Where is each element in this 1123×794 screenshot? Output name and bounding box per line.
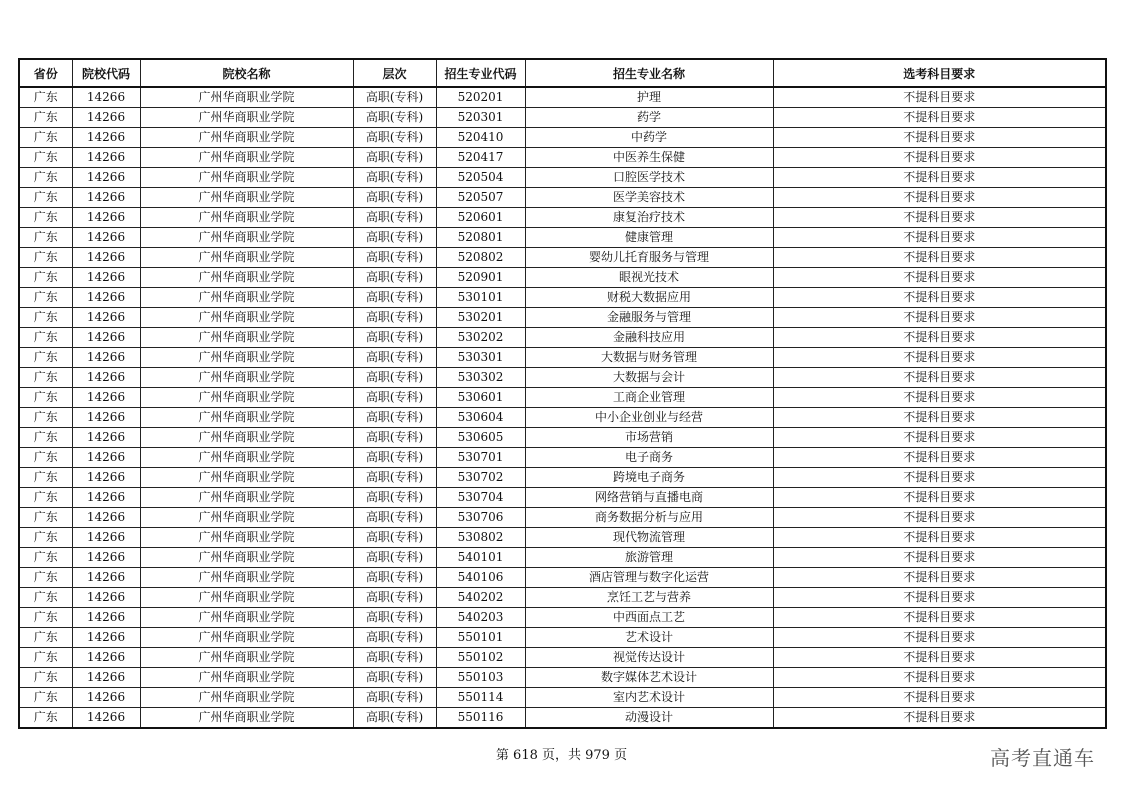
cell-level: 高职(专科) xyxy=(353,108,436,128)
cell-major-code: 520901 xyxy=(436,268,525,288)
cell-subject-requirement: 不提科目要求 xyxy=(773,488,1106,508)
cell-school-name: 广州华商职业学院 xyxy=(140,368,353,388)
cell-level: 高职(专科) xyxy=(353,148,436,168)
cell-major-name: 中西面点工艺 xyxy=(525,608,773,628)
cell-school-name: 广州华商职业学院 xyxy=(140,228,353,248)
cell-major-name: 金融服务与管理 xyxy=(525,308,773,328)
table-body xyxy=(19,87,1106,728)
cell-level: 高职(专科) xyxy=(353,208,436,228)
cell-major-code: 530604 xyxy=(436,408,525,428)
cell-school-code: 14266 xyxy=(72,648,140,668)
cell-school-code: 14266 xyxy=(72,428,140,448)
cell-level: 高职(专科) xyxy=(353,488,436,508)
cell-subject-requirement: 不提科目要求 xyxy=(773,448,1106,468)
cell-major-name: 烹饪工艺与营养 xyxy=(525,588,773,608)
cell-province: 广东 xyxy=(19,308,72,328)
table-row xyxy=(19,308,1106,328)
cell-school-code: 14266 xyxy=(72,388,140,408)
table-row xyxy=(19,488,1106,508)
cell-province: 广东 xyxy=(19,608,72,628)
cell-school-name: 广州华商职业学院 xyxy=(140,248,353,268)
cell-province: 广东 xyxy=(19,388,72,408)
cell-major-name: 眼视光技术 xyxy=(525,268,773,288)
table-row xyxy=(19,188,1106,208)
cell-major-code: 520201 xyxy=(436,87,525,108)
cell-major-code: 520507 xyxy=(436,188,525,208)
cell-major-code: 540202 xyxy=(436,588,525,608)
header-province: 省份 xyxy=(19,59,72,87)
cell-major-name: 视觉传达设计 xyxy=(525,648,773,668)
cell-province: 广东 xyxy=(19,428,72,448)
cell-subject-requirement: 不提科目要求 xyxy=(773,228,1106,248)
table-row xyxy=(19,208,1106,228)
cell-school-code: 14266 xyxy=(72,168,140,188)
cell-major-code: 550101 xyxy=(436,628,525,648)
cell-major-name: 数字媒体艺术设计 xyxy=(525,668,773,688)
cell-school-code: 14266 xyxy=(72,588,140,608)
cell-level: 高职(专科) xyxy=(353,468,436,488)
cell-province: 广东 xyxy=(19,468,72,488)
cell-major-code: 530704 xyxy=(436,488,525,508)
cell-province: 广东 xyxy=(19,688,72,708)
cell-major-code: 550103 xyxy=(436,668,525,688)
cell-major-name: 艺术设计 xyxy=(525,628,773,648)
cell-major-name: 康复治疗技术 xyxy=(525,208,773,228)
cell-subject-requirement: 不提科目要求 xyxy=(773,688,1106,708)
table-row xyxy=(19,148,1106,168)
cell-province: 广东 xyxy=(19,208,72,228)
cell-school-code: 14266 xyxy=(72,448,140,468)
cell-subject-requirement: 不提科目要求 xyxy=(773,588,1106,608)
cell-school-code: 14266 xyxy=(72,348,140,368)
cell-province: 广东 xyxy=(19,648,72,668)
table-row xyxy=(19,348,1106,368)
cell-major-name: 护理 xyxy=(525,87,773,108)
cell-school-code: 14266 xyxy=(72,668,140,688)
cell-level: 高职(专科) xyxy=(353,348,436,368)
cell-major-name: 酒店管理与数字化运营 xyxy=(525,568,773,588)
cell-major-code: 530706 xyxy=(436,508,525,528)
cell-level: 高职(专科) xyxy=(353,708,436,729)
cell-subject-requirement: 不提科目要求 xyxy=(773,87,1106,108)
table-row xyxy=(19,648,1106,668)
table-row xyxy=(19,328,1106,348)
cell-subject-requirement: 不提科目要求 xyxy=(773,428,1106,448)
cell-school-code: 14266 xyxy=(72,608,140,628)
cell-subject-requirement: 不提科目要求 xyxy=(773,548,1106,568)
cell-level: 高职(专科) xyxy=(353,248,436,268)
cell-level: 高职(专科) xyxy=(353,168,436,188)
cell-school-code: 14266 xyxy=(72,688,140,708)
cell-major-name: 婴幼儿托育服务与管理 xyxy=(525,248,773,268)
header-major-name: 招生专业名称 xyxy=(525,59,773,87)
table-row xyxy=(19,248,1106,268)
cell-level: 高职(专科) xyxy=(353,308,436,328)
table-row xyxy=(19,168,1106,188)
table-row xyxy=(19,108,1106,128)
cell-level: 高职(专科) xyxy=(353,188,436,208)
cell-level: 高职(专科) xyxy=(353,128,436,148)
cell-province: 广东 xyxy=(19,528,72,548)
cell-level: 高职(专科) xyxy=(353,548,436,568)
cell-subject-requirement: 不提科目要求 xyxy=(773,708,1106,729)
cell-major-code: 530101 xyxy=(436,288,525,308)
cell-school-code: 14266 xyxy=(72,228,140,248)
cell-level: 高职(专科) xyxy=(353,388,436,408)
cell-major-name: 大数据与会计 xyxy=(525,368,773,388)
cell-province: 广东 xyxy=(19,128,72,148)
cell-level: 高职(专科) xyxy=(353,628,436,648)
cell-school-code: 14266 xyxy=(72,548,140,568)
cell-major-name: 动漫设计 xyxy=(525,708,773,729)
cell-major-code: 550114 xyxy=(436,688,525,708)
cell-major-code: 530605 xyxy=(436,428,525,448)
table-row xyxy=(19,528,1106,548)
cell-province: 广东 xyxy=(19,508,72,528)
cell-province: 广东 xyxy=(19,228,72,248)
table-row xyxy=(19,688,1106,708)
cell-subject-requirement: 不提科目要求 xyxy=(773,348,1106,368)
header-subject-requirement: 选考科目要求 xyxy=(773,59,1106,87)
cell-level: 高职(专科) xyxy=(353,568,436,588)
cell-school-code: 14266 xyxy=(72,528,140,548)
table-row xyxy=(19,87,1106,108)
cell-school-code: 14266 xyxy=(72,148,140,168)
cell-subject-requirement: 不提科目要求 xyxy=(773,288,1106,308)
cell-major-code: 520417 xyxy=(436,148,525,168)
table-row xyxy=(19,588,1106,608)
cell-major-name: 中小企业创业与经营 xyxy=(525,408,773,428)
cell-school-code: 14266 xyxy=(72,508,140,528)
header-school-code: 院校代码 xyxy=(72,59,140,87)
table-row xyxy=(19,568,1106,588)
cell-school-name: 广州华商职业学院 xyxy=(140,708,353,729)
cell-subject-requirement: 不提科目要求 xyxy=(773,108,1106,128)
cell-province: 广东 xyxy=(19,668,72,688)
cell-level: 高职(专科) xyxy=(353,368,436,388)
cell-subject-requirement: 不提科目要求 xyxy=(773,388,1106,408)
cell-school-code: 14266 xyxy=(72,208,140,228)
cell-school-name: 广州华商职业学院 xyxy=(140,588,353,608)
cell-province: 广东 xyxy=(19,368,72,388)
cell-school-name: 广州华商职业学院 xyxy=(140,608,353,628)
header-school-name: 院校名称 xyxy=(140,59,353,87)
cell-school-code: 14266 xyxy=(72,108,140,128)
cell-school-name: 广州华商职业学院 xyxy=(140,328,353,348)
cell-major-code: 530601 xyxy=(436,388,525,408)
cell-major-name: 中医养生保健 xyxy=(525,148,773,168)
cell-school-name: 广州华商职业学院 xyxy=(140,488,353,508)
cell-major-code: 520601 xyxy=(436,208,525,228)
cell-level: 高职(专科) xyxy=(353,268,436,288)
cell-province: 广东 xyxy=(19,328,72,348)
cell-school-name: 广州华商职业学院 xyxy=(140,428,353,448)
cell-province: 广东 xyxy=(19,568,72,588)
cell-level: 高职(专科) xyxy=(353,648,436,668)
cell-subject-requirement: 不提科目要求 xyxy=(773,648,1106,668)
cell-major-code: 520301 xyxy=(436,108,525,128)
cell-major-name: 财税大数据应用 xyxy=(525,288,773,308)
table-row xyxy=(19,548,1106,568)
cell-major-name: 工商企业管理 xyxy=(525,388,773,408)
cell-school-name: 广州华商职业学院 xyxy=(140,87,353,108)
table-row xyxy=(19,628,1106,648)
cell-school-code: 14266 xyxy=(72,368,140,388)
cell-subject-requirement: 不提科目要求 xyxy=(773,188,1106,208)
cell-subject-requirement: 不提科目要求 xyxy=(773,328,1106,348)
cell-major-name: 健康管理 xyxy=(525,228,773,248)
cell-major-name: 药学 xyxy=(525,108,773,128)
cell-subject-requirement: 不提科目要求 xyxy=(773,668,1106,688)
cell-major-name: 网络营销与直播电商 xyxy=(525,488,773,508)
cell-major-name: 医学美容技术 xyxy=(525,188,773,208)
table-row xyxy=(19,708,1106,729)
cell-province: 广东 xyxy=(19,408,72,428)
cell-major-name: 室内艺术设计 xyxy=(525,688,773,708)
table-row xyxy=(19,668,1106,688)
cell-subject-requirement: 不提科目要求 xyxy=(773,208,1106,228)
cell-province: 广东 xyxy=(19,87,72,108)
cell-school-code: 14266 xyxy=(72,328,140,348)
cell-school-name: 广州华商职业学院 xyxy=(140,288,353,308)
cell-subject-requirement: 不提科目要求 xyxy=(773,268,1106,288)
cell-school-name: 广州华商职业学院 xyxy=(140,348,353,368)
cell-level: 高职(专科) xyxy=(353,448,436,468)
cell-school-name: 广州华商职业学院 xyxy=(140,648,353,668)
admissions-table xyxy=(18,58,1107,729)
cell-school-code: 14266 xyxy=(72,87,140,108)
cell-province: 广东 xyxy=(19,108,72,128)
cell-school-code: 14266 xyxy=(72,268,140,288)
cell-major-code: 530802 xyxy=(436,528,525,548)
cell-school-name: 广州华商职业学院 xyxy=(140,168,353,188)
cell-major-code: 520410 xyxy=(436,128,525,148)
cell-subject-requirement: 不提科目要求 xyxy=(773,248,1106,268)
cell-school-code: 14266 xyxy=(72,628,140,648)
cell-major-code: 540203 xyxy=(436,608,525,628)
cell-school-name: 广州华商职业学院 xyxy=(140,208,353,228)
cell-school-name: 广州华商职业学院 xyxy=(140,148,353,168)
cell-school-name: 广州华商职业学院 xyxy=(140,408,353,428)
cell-level: 高职(专科) xyxy=(353,328,436,348)
cell-school-code: 14266 xyxy=(72,248,140,268)
cell-province: 广东 xyxy=(19,168,72,188)
cell-school-name: 广州华商职业学院 xyxy=(140,628,353,648)
cell-major-name: 跨境电子商务 xyxy=(525,468,773,488)
cell-school-name: 广州华商职业学院 xyxy=(140,388,353,408)
cell-school-code: 14266 xyxy=(72,288,140,308)
cell-school-code: 14266 xyxy=(72,128,140,148)
cell-level: 高职(专科) xyxy=(353,608,436,628)
cell-province: 广东 xyxy=(19,188,72,208)
cell-province: 广东 xyxy=(19,448,72,468)
cell-major-code: 520504 xyxy=(436,168,525,188)
cell-level: 高职(专科) xyxy=(353,288,436,308)
cell-school-name: 广州华商职业学院 xyxy=(140,688,353,708)
cell-province: 广东 xyxy=(19,348,72,368)
cell-school-code: 14266 xyxy=(72,408,140,428)
cell-school-name: 广州华商职业学院 xyxy=(140,108,353,128)
cell-school-name: 广州华商职业学院 xyxy=(140,268,353,288)
cell-school-name: 广州华商职业学院 xyxy=(140,568,353,588)
cell-subject-requirement: 不提科目要求 xyxy=(773,568,1106,588)
cell-major-code: 530701 xyxy=(436,448,525,468)
cell-major-name: 大数据与财务管理 xyxy=(525,348,773,368)
cell-subject-requirement: 不提科目要求 xyxy=(773,368,1106,388)
cell-school-name: 广州华商职业学院 xyxy=(140,548,353,568)
cell-school-name: 广州华商职业学院 xyxy=(140,128,353,148)
cell-province: 广东 xyxy=(19,548,72,568)
cell-major-code: 540106 xyxy=(436,568,525,588)
table-row xyxy=(19,368,1106,388)
cell-level: 高职(专科) xyxy=(353,528,436,548)
cell-school-name: 广州华商职业学院 xyxy=(140,188,353,208)
cell-level: 高职(专科) xyxy=(353,588,436,608)
cell-subject-requirement: 不提科目要求 xyxy=(773,468,1106,488)
table-row xyxy=(19,508,1106,528)
header-major-code: 招生专业代码 xyxy=(436,59,525,87)
cell-subject-requirement: 不提科目要求 xyxy=(773,628,1106,648)
cell-subject-requirement: 不提科目要求 xyxy=(773,308,1106,328)
cell-province: 广东 xyxy=(19,708,72,729)
cell-level: 高职(专科) xyxy=(353,688,436,708)
cell-province: 广东 xyxy=(19,248,72,268)
cell-major-name: 现代物流管理 xyxy=(525,528,773,548)
cell-province: 广东 xyxy=(19,148,72,168)
cell-subject-requirement: 不提科目要求 xyxy=(773,408,1106,428)
table-row xyxy=(19,268,1106,288)
cell-school-name: 广州华商职业学院 xyxy=(140,668,353,688)
cell-major-code: 520802 xyxy=(436,248,525,268)
cell-major-name: 中药学 xyxy=(525,128,773,148)
cell-major-code: 530201 xyxy=(436,308,525,328)
cell-school-name: 广州华商职业学院 xyxy=(140,448,353,468)
cell-major-code: 550116 xyxy=(436,708,525,729)
cell-level: 高职(专科) xyxy=(353,508,436,528)
cell-school-name: 广州华商职业学院 xyxy=(140,508,353,528)
cell-major-name: 市场营销 xyxy=(525,428,773,448)
cell-subject-requirement: 不提科目要求 xyxy=(773,168,1106,188)
table-row xyxy=(19,448,1106,468)
cell-school-code: 14266 xyxy=(72,708,140,729)
cell-school-code: 14266 xyxy=(72,488,140,508)
cell-major-code: 530702 xyxy=(436,468,525,488)
cell-major-name: 商务数据分析与应用 xyxy=(525,508,773,528)
cell-major-name: 口腔医学技术 xyxy=(525,168,773,188)
cell-major-name: 电子商务 xyxy=(525,448,773,468)
cell-major-code: 530301 xyxy=(436,348,525,368)
cell-school-name: 广州华商职业学院 xyxy=(140,308,353,328)
table-row xyxy=(19,388,1106,408)
cell-subject-requirement: 不提科目要求 xyxy=(773,128,1106,148)
cell-major-code: 550102 xyxy=(436,648,525,668)
cell-subject-requirement: 不提科目要求 xyxy=(773,608,1106,628)
table-row xyxy=(19,128,1106,148)
cell-level: 高职(专科) xyxy=(353,408,436,428)
cell-school-name: 广州华商职业学院 xyxy=(140,528,353,548)
cell-school-code: 14266 xyxy=(72,308,140,328)
table-row xyxy=(19,428,1106,448)
cell-subject-requirement: 不提科目要求 xyxy=(773,148,1106,168)
table-row xyxy=(19,608,1106,628)
cell-level: 高职(专科) xyxy=(353,228,436,248)
cell-major-code: 530302 xyxy=(436,368,525,388)
table-row xyxy=(19,288,1106,308)
cell-province: 广东 xyxy=(19,288,72,308)
cell-province: 广东 xyxy=(19,488,72,508)
cell-level: 高职(专科) xyxy=(353,428,436,448)
cell-major-code: 520801 xyxy=(436,228,525,248)
cell-school-code: 14266 xyxy=(72,468,140,488)
cell-subject-requirement: 不提科目要求 xyxy=(773,508,1106,528)
table-row xyxy=(19,468,1106,488)
cell-major-name: 旅游管理 xyxy=(525,548,773,568)
cell-major-name: 金融科技应用 xyxy=(525,328,773,348)
page-number: 第 618 页，共 979 页 xyxy=(495,748,628,763)
cell-major-code: 540101 xyxy=(436,548,525,568)
cell-province: 广东 xyxy=(19,268,72,288)
cell-major-code: 530202 xyxy=(436,328,525,348)
table-row xyxy=(19,408,1106,428)
cell-school-name: 广州华商职业学院 xyxy=(140,468,353,488)
cell-school-code: 14266 xyxy=(72,188,140,208)
cell-level: 高职(专科) xyxy=(353,668,436,688)
cell-province: 广东 xyxy=(19,628,72,648)
cell-school-code: 14266 xyxy=(72,568,140,588)
cell-subject-requirement: 不提科目要求 xyxy=(773,528,1106,548)
cell-level: 高职(专科) xyxy=(353,87,436,108)
header-level: 层次 xyxy=(353,59,436,87)
table-row xyxy=(19,228,1106,248)
cell-province: 广东 xyxy=(19,588,72,608)
table-header-row xyxy=(19,59,1106,87)
watermark: 高考直通车 xyxy=(990,746,1095,770)
